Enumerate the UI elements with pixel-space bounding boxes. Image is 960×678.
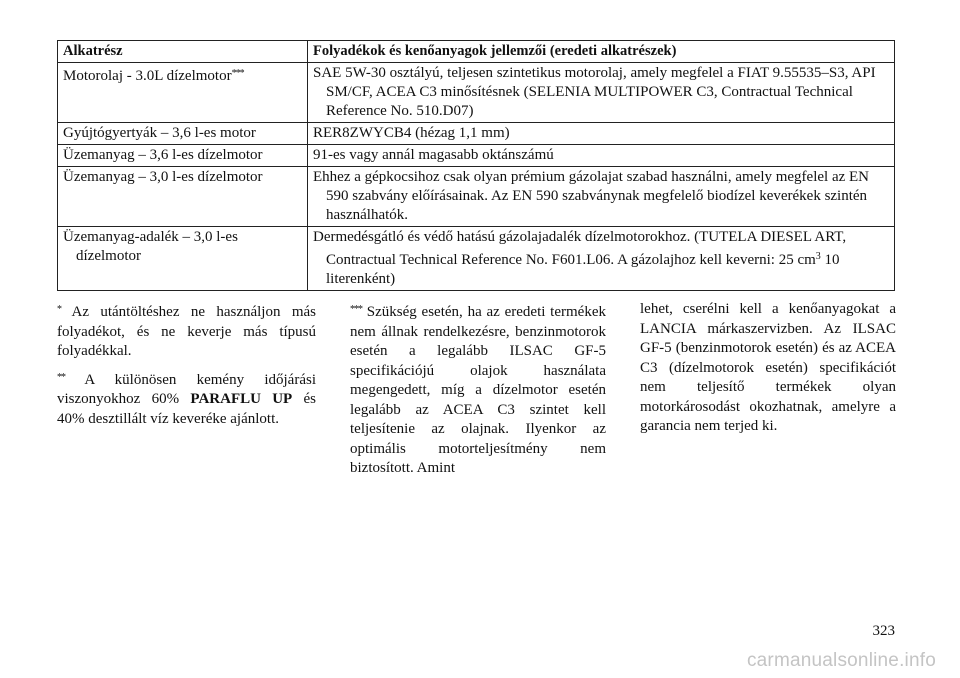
table-row: [58, 63, 895, 123]
cell-part: Üzemanyag – 3,0 l-es dízelmotor: [58, 167, 308, 227]
table-row: [58, 123, 895, 145]
footnote-3-continued: [640, 300, 896, 443]
cell-spec: RER8ZWYCB4 (hézag 1,1 mm): [308, 123, 895, 145]
table-row: [58, 227, 895, 291]
watermark: carmanualsonline.info: [746, 650, 936, 671]
cell-spec: SAE 5W-30 osztályú, teljesen szintetikus motorolaj, amely megfelel a FIAT 9.55535–S3, API SM/CF, ACEA C3 minősítésnek (SELENIA MULTIPOWER C3, Contractual Technical Reference No. 510.D07): [308, 63, 895, 123]
fluids-spec-table: [57, 40, 895, 291]
cell-part: Motorolaj - 3.0L dízelmotor***: [58, 63, 308, 123]
table-header-row: [58, 41, 895, 63]
cell-part: Üzemanyag – 3,6 l-es dízelmotor: [58, 145, 308, 167]
cell-spec: Ehhez a gépkocsihoz csak olyan prémium gázolajat szabad használni, amely megfelel az EN 590 szabvány előírásainak. Az EN 590 szabványnak megfelelő biodízel keverékek szintén használhatók.: [308, 167, 895, 227]
cell-spec: Dermedésgátló és védő hatású gázolajadalék dízelmotorokhoz. (TUTELA DIESEL ART, Contractual Technical Reference No. F601.L06. A gázolajhoz kell keverni: 25 $cm^3$ 10 literenként): [308, 227, 895, 291]
footnote-3-cont: lehet, cserélni kell a kenőanyagokat a LANCIA márkaszervizben. Az ILSAC GF-5 (benzinmotorok esetén) és az ACEA C3 (dízelmotorok esetén) specifikációt nem teljesítő termékek olyan motorkárosodást okozhatnak, amelyre a garancia nem terjed ki.: [640, 301, 896, 434]
footnote-1: * Az utántöltéshez ne használjon más folyadékot, és ne keverje más típusú folyadékkal.: [57, 304, 316, 359]
column-header-spec: Folyadékok és kenőanyagok jellemzői (eredeti alkatrészek): [308, 41, 895, 63]
table-row: [58, 145, 895, 167]
footnote-2: ** A különösen kemény időjárási viszonyokhoz 60% PARAFLU UP és 40% desztillált víz keveréke ajánlott.: [57, 371, 316, 427]
superscript: 3: [815, 251, 821, 262]
page-number: 323: [872, 623, 895, 639]
column-header-part: Alkatrész: [58, 41, 308, 63]
footnote-marker: ***: [231, 68, 244, 79]
cell-part: Gyújtógyertyák – 3,6 l-es motor: [58, 123, 308, 145]
footnote-3-column: [350, 300, 606, 485]
table-row: [58, 167, 895, 227]
footnotes-column-1: [57, 300, 316, 435]
footnote-3: *** Szükség esetén, ha az eredeti termékek nem állnak rendelkezésre, benzinmotorok esetén a legalább ILSAC GF-5 specifikációjú olajok használata megengedett, míg a dízelmotor esetén legalább az ACEA C3 szintet kell teljesítenie az olajnak. Ilyenkor az optimális motorteljesítmény nem biztosított. Amint: [350, 304, 606, 476]
cell-spec: 91-es vagy annál magasabb oktánszámú: [308, 145, 895, 167]
cell-part: Üzemanyag-adalék – 3,0 l-es dízelmotor: [58, 227, 308, 291]
